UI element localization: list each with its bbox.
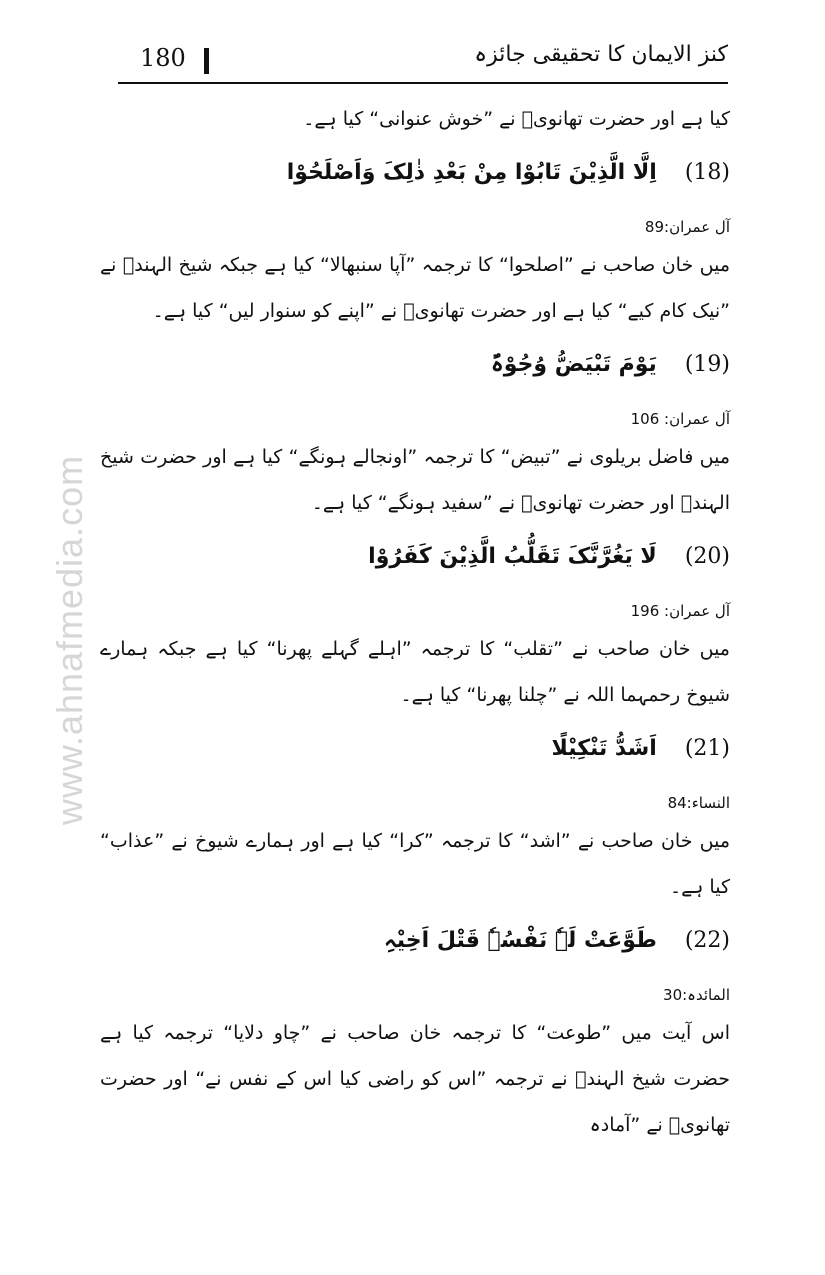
page-body xyxy=(100,96,730,1148)
verse-reference: آل عمران:89 xyxy=(644,218,730,236)
running-title: کنز الایمان کا تحقیقی جائزہ xyxy=(474,42,728,67)
ayah-number: (22) xyxy=(684,927,730,953)
ayah-line xyxy=(100,718,730,778)
paragraph: میں خان صاحب نے ”تقلب“ کا ترجمہ ”اہلے گہلے پھرنا“ کیا ہے جبکہ ہمارے شیوخ رحمہما اللہ نے ”چلنا پھرنا“ کیا ہے۔ xyxy=(100,638,730,706)
verse-reference: آل عمران: 106 xyxy=(630,410,730,428)
watermark xyxy=(40,430,100,850)
verse-reference: المائدہ:30 xyxy=(663,986,730,1004)
ayah-line xyxy=(100,526,730,586)
page-header xyxy=(118,40,728,80)
ayah-number: (21) xyxy=(684,735,730,761)
ayah-number: (18) xyxy=(684,159,730,185)
ayah-text: یَوْمَ تَبْیَضُّ وُجُوْہٌ xyxy=(490,351,657,377)
page-number: 180 xyxy=(140,44,186,72)
ayah-text: لَا یَغُرَّنَّکَ تَقَلُّبُ الَّذِیْنَ کَفَرُوْا xyxy=(368,543,657,569)
paragraph: میں خان صاحب نے ”اشد“ کا ترجمہ ”کرا“ کیا ہے اور ہمارے شیوخ نے ”عذاب“ کیا ہے۔ xyxy=(100,830,730,898)
ayah-line xyxy=(100,142,730,202)
header-rule xyxy=(118,82,728,84)
watermark-text: www.ahnafmedia.com xyxy=(49,454,91,826)
ayah-line xyxy=(100,910,730,970)
ayah-text: اِلَّا الَّذِیْنَ تَابُوْا مِنْ بَعْدِ ذٰلِکَ وَاَصْلَحُوْا xyxy=(286,159,657,185)
ayah-text: اَشَدُّ تَنْکِیْلًا xyxy=(551,735,657,761)
ayah-text: طَوَّعَتْ لَہٗ نَفْسُہٗ قَتْلَ اَخِیْہِ xyxy=(383,927,657,953)
page-number-bar xyxy=(204,48,209,74)
paragraph: میں خان صاحب نے ”اصلحوا“ کا ترجمہ ”آپا سنبھالا“ کیا ہے جبکہ شیخ الہندؒ نے ”نیک کام کیے“ کیا ہے اور حضرت تھانویؒ نے ”اپنے کو سنوار لیں“ کیا ہے۔ xyxy=(100,254,730,322)
paragraph: کیا ہے اور حضرت تھانویؒ نے ”خوش عنوانی“ کیا ہے۔ xyxy=(303,108,730,130)
paragraph: میں فاضل بریلوی نے ”تبیض“ کا ترجمہ ”اونجالے ہونگے“ کیا ہے اور حضرت شیخ الہندؒ اور حضرت تھانویؒ نے ”سفید ہونگے“ کیا ہے۔ xyxy=(100,446,730,514)
verse-reference: النساء:84 xyxy=(667,794,730,812)
ayah-line xyxy=(100,334,730,394)
verse-reference: آل عمران: 196 xyxy=(630,602,730,620)
ayah-number: (20) xyxy=(684,543,730,569)
ayah-number: (19) xyxy=(684,351,730,377)
paragraph: اس آیت میں ”طوعت“ کا ترجمہ خان صاحب نے ”چاو دلایا“ ترجمہ کیا ہے حضرت شیخ الہندؒ نے ترجمہ ”اس کو راضی کیا اس کے نفس نے“ اور حضرت تھانویؒ نے ”آمادہ xyxy=(100,1022,730,1136)
